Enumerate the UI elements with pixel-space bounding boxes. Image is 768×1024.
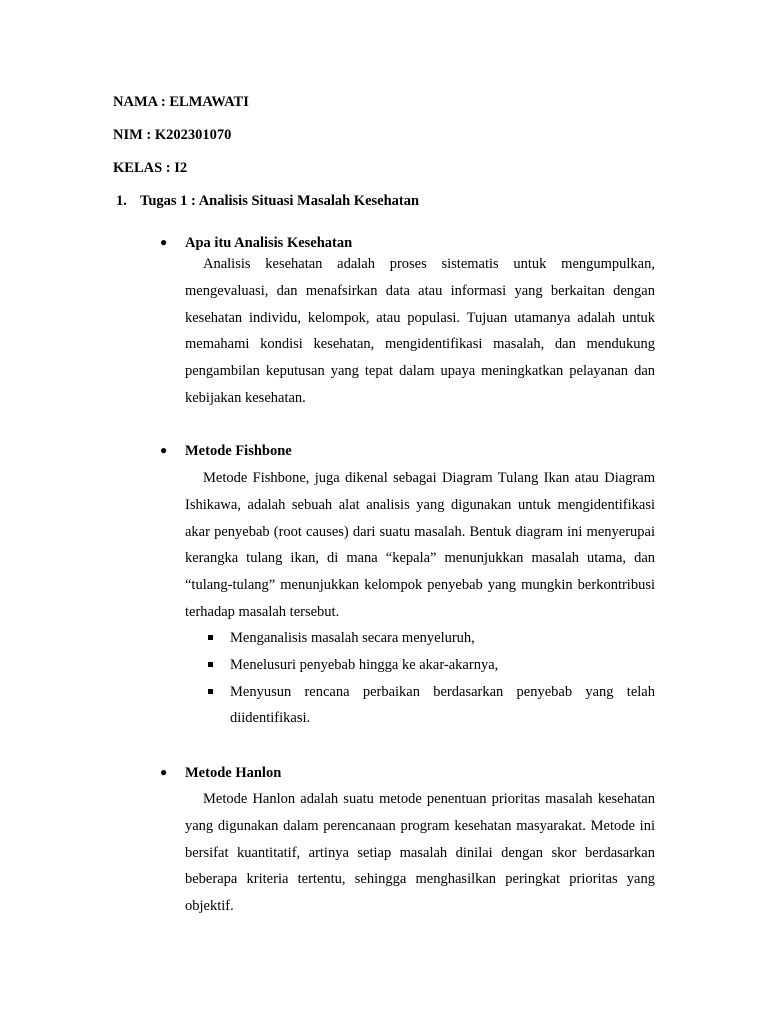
bullet-icon: ● bbox=[160, 443, 168, 457]
section-paragraph-hanlon: Metode Hanlon adalah suatu metode penentuan prioritas masalah kesehatan yang digunakan dalam perencanaan program kesehatan masyarakat. Metode ini bersifat kuantitatif, artinya setiap masalah dinilai dengan skor berdasarkan beberapa kriteria tertentu, sehingga menghasilkan peringkat prioritas yang objektif. bbox=[185, 791, 655, 915]
list-item bbox=[207, 652, 655, 679]
bullet-icon: ● bbox=[160, 235, 168, 249]
name-line: NAMA : ELMAWATI bbox=[113, 94, 249, 110]
section-title: Apa itu Analisis Kesehatan bbox=[185, 235, 353, 251]
square-bullet-icon bbox=[208, 662, 213, 667]
section-paragraph-analisis: Analisis kesehatan adalah proses sistematis untuk mengumpulkan, mengevaluasi, dan menafsirkan data atau informasi yang berkaitan dengan kesehatan individu, kelompok, atau populasi. Tujuan utamanya adalah untuk memahami kondisi kesehatan, mengidentifikasi masalah, dan mendukung pengambilan keputusan yang tepat dalam upaya meningkatkan pelayanan dan kebijakan kesehatan. bbox=[185, 256, 655, 406]
section-heading-hanlon bbox=[160, 765, 281, 782]
nim-line: NIM : K202301070 bbox=[113, 127, 232, 143]
bullet-icon: ● bbox=[160, 765, 168, 779]
task-title: Tugas 1 : Analisis Situasi Masalah Kesehatan bbox=[140, 193, 420, 209]
list-item bbox=[207, 625, 655, 652]
list-item bbox=[207, 679, 655, 733]
square-bullet-icon bbox=[208, 635, 213, 640]
list-item-text: Menyusun rencana perbaikan berdasarkan penyebab yang telah diidentifikasi. bbox=[230, 683, 655, 727]
task-number: 1. bbox=[116, 193, 127, 209]
section-title: Metode Fishbone bbox=[185, 443, 292, 459]
list-item-text: Menelusuri penyebab hingga ke akar-akarnya, bbox=[230, 656, 499, 673]
class-line: KELAS : I2 bbox=[113, 160, 188, 176]
section-title: Metode Hanlon bbox=[185, 765, 282, 781]
section-heading-fishbone bbox=[160, 443, 292, 460]
section-paragraph-fishbone: Metode Fishbone, juga dikenal sebagai Diagram Tulang Ikan atau Diagram Ishikawa, adalah sebuah alat analisis yang digunakan untuk mengidentifikasi akar penyebab (root causes) dari suatu masalah. Bentuk diagram ini menyerupai kerangka tulang ikan, di mana “kepala” menunjukkan masalah utama, dan “tulang-tulang” menunjukkan kelompok penyebab yang mungkin berkontribusi terhadap masalah tersebut. bbox=[185, 470, 655, 620]
section-heading-analisis bbox=[160, 235, 352, 252]
fishbone-list bbox=[207, 625, 655, 732]
square-bullet-icon bbox=[208, 689, 213, 694]
list-item-text: Menganalisis masalah secara menyeluruh, bbox=[230, 630, 475, 646]
task-heading bbox=[116, 193, 419, 210]
